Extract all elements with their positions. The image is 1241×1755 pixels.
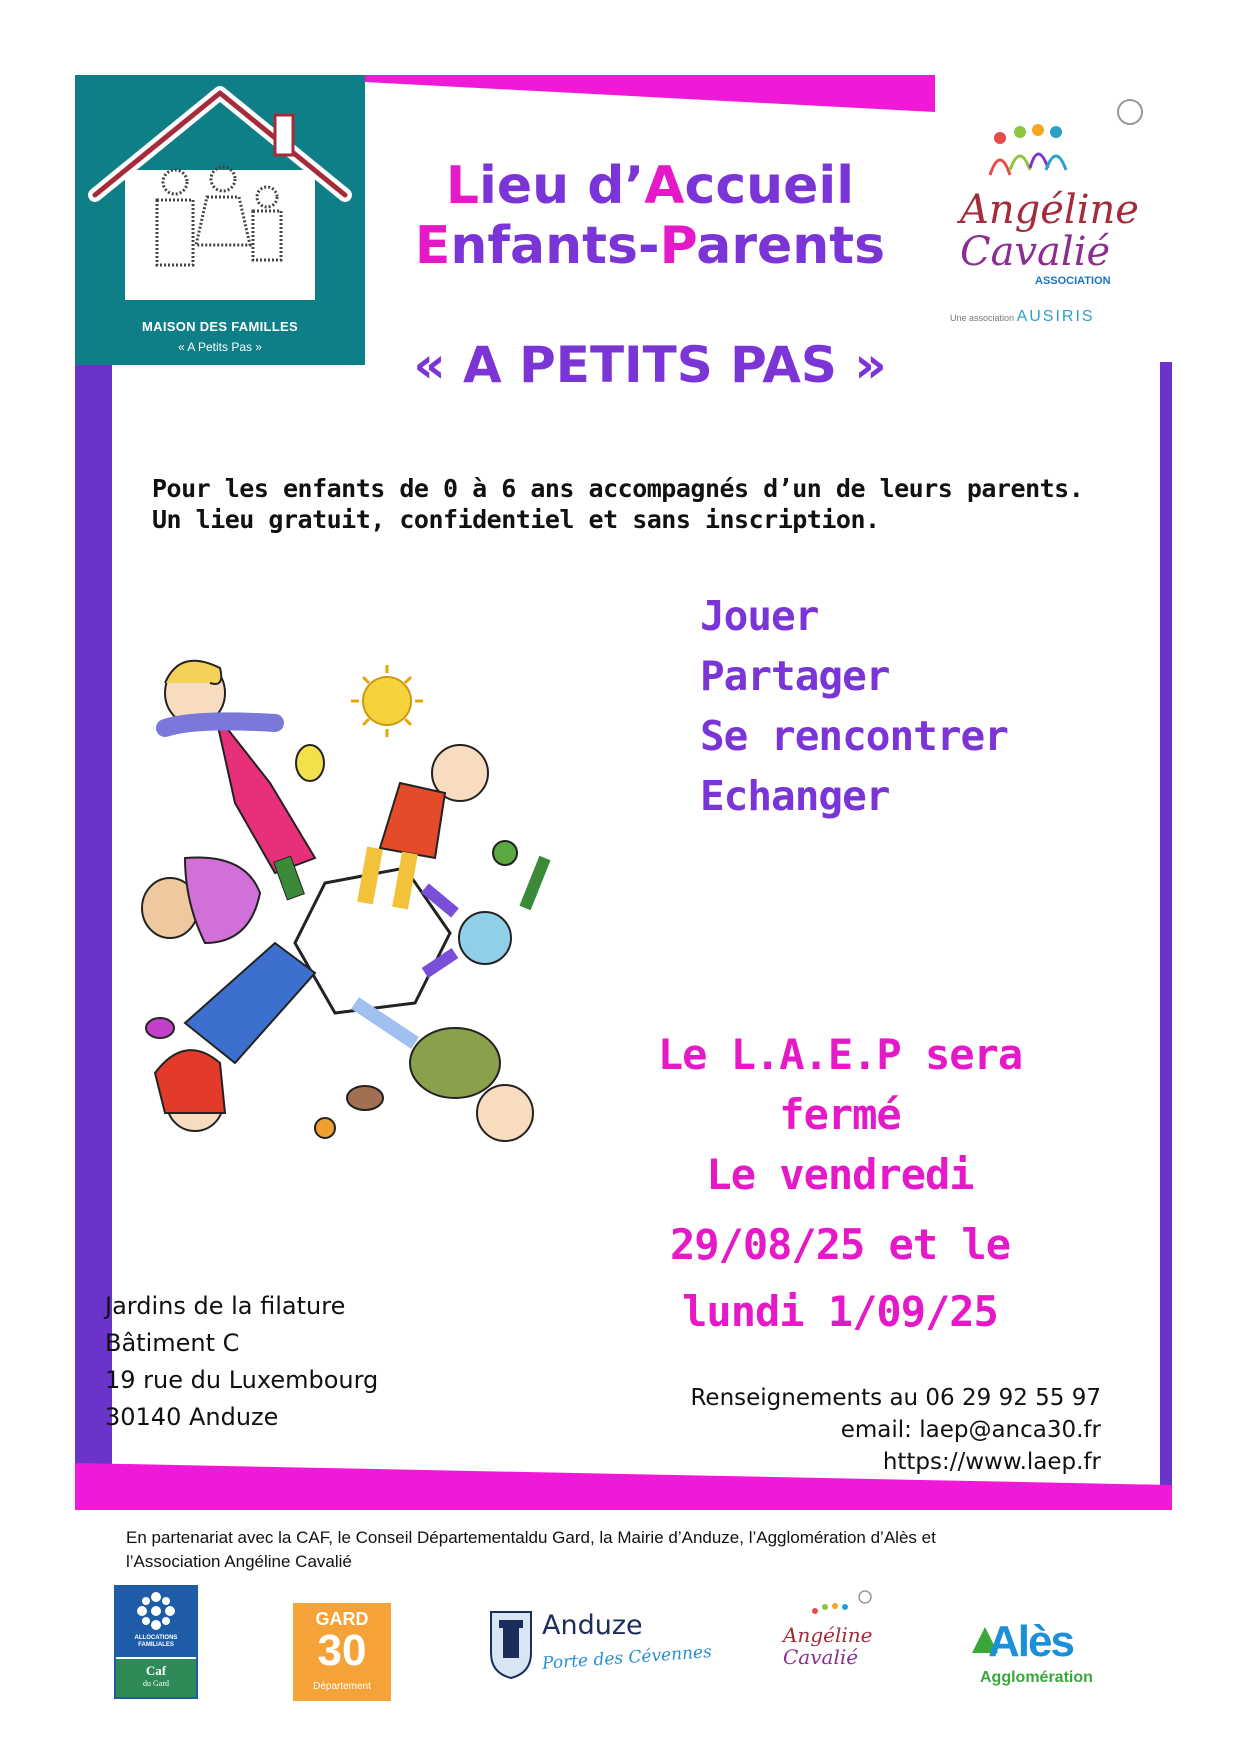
angeline-cavalie-small-logo: [775, 1585, 895, 1695]
partnership-line-1: En partenariat avec la CAF, le Conseil Départementaldu Gard, la Mairie d’Anduze, l’Agglomération d’Alès et: [126, 1528, 936, 1547]
children-circle-illustration: [125, 643, 585, 1238]
contact-email[interactable]: email: laep@anca30.fr: [840, 1417, 1101, 1443]
address-line: 19 rue du Luxembourg: [105, 1366, 379, 1394]
closure-notice-line: Le L.A.E.P sera: [657, 1030, 1023, 1079]
anduze-logo-tagline: Porte des Cévennes: [541, 1642, 713, 1674]
title-line-2: [380, 216, 920, 276]
title-initial: L: [445, 156, 480, 216]
closure-notice-line: fermé: [779, 1090, 901, 1139]
title-initial: P: [659, 216, 697, 276]
address-line: Bâtiment C: [105, 1329, 240, 1357]
partnership-line-2: l’Association Angéline Cavalié: [126, 1552, 352, 1571]
ausiris-name: AUSIRIS: [1016, 308, 1095, 325]
closure-notice-line: Le vendredi: [706, 1150, 974, 1199]
house-family-icon: [75, 75, 365, 315]
caf-emblem-icon: [116, 1587, 196, 1635]
angeline-small-name-1: Angéline: [783, 1623, 873, 1647]
caf-logo-text: [116, 1635, 196, 1648]
gard-logo-name: GARD: [315, 1609, 369, 1629]
maison-logo-caption: MAISON DES FAMILLES: [142, 319, 298, 334]
activity-item: Jouer: [700, 592, 819, 640]
people-arch-icon: [775, 1585, 895, 1625]
angeline-logo-name-2: Cavalié: [960, 229, 1111, 275]
ausiris-tagline: [950, 308, 1095, 326]
address-line: 30140 Anduze: [105, 1403, 279, 1431]
anduze-logo-name: Anduze: [542, 1610, 643, 1641]
anduze-crest-icon: [487, 1608, 535, 1680]
ales-agglomeration-logo: [970, 1617, 1115, 1697]
caf-logo-line2: FAMILIALES: [138, 1641, 174, 1648]
title-initial: E: [414, 216, 451, 276]
anduze-logo: [487, 1608, 717, 1683]
address-line: Jardins de la filature: [105, 1292, 346, 1320]
contact-website[interactable]: https://www.laep.fr: [882, 1449, 1101, 1475]
angeline-logo-name-1: Angéline: [960, 187, 1139, 233]
ales-logo-name: Alès: [988, 1617, 1073, 1666]
caf-logo-top: [116, 1587, 196, 1657]
title-fragment: ieu d’: [479, 156, 645, 216]
closure-notice-line: 29/08/25 et le: [669, 1220, 1010, 1269]
angeline-small-name-2: Cavalié: [783, 1645, 859, 1669]
activity-item: Echanger: [700, 772, 890, 820]
contact-phone: Renseignements au 06 29 92 55 97: [690, 1385, 1101, 1411]
gard-30-logo: [293, 1603, 391, 1701]
title-fragment: ccueil: [684, 156, 855, 216]
activity-item: Partager: [700, 652, 890, 700]
ausiris-prefix: Une association: [950, 313, 1015, 323]
ales-logo-agglomeration: Agglomération: [980, 1669, 1093, 1686]
people-arch-icon: [930, 90, 1150, 190]
caf-logo: [114, 1585, 198, 1699]
caf-logo-gard: du Gard: [143, 1679, 169, 1688]
caf-logo-bottom: [116, 1659, 196, 1697]
closure-notice-line: lundi 1/09/25: [682, 1287, 998, 1336]
caf-logo-line1: ALLOCATIONS: [134, 1635, 178, 1641]
gard-logo-departement: Département: [313, 1681, 371, 1692]
page-subtitle: « A PETITS PAS »: [413, 336, 887, 394]
frame-right-purple-band: [1160, 362, 1172, 1510]
title-initial: A: [644, 156, 685, 216]
intro-line-2: Un lieu gratuit, confidentiel et sans inscription.: [152, 505, 880, 534]
intro-line-1: Pour les enfants de 0 à 6 ans accompagnés d’un de leurs parents.: [152, 474, 1084, 503]
maison-logo-subcaption: « A Petits Pas »: [177, 340, 263, 354]
activity-item: Se rencontrer: [700, 712, 1008, 760]
angeline-cavalie-logo: [930, 90, 1150, 350]
caf-logo-name: Caf: [145, 1663, 167, 1678]
title-fragment: arents: [696, 216, 886, 276]
angeline-logo-association: ASSOCIATION: [1035, 275, 1111, 287]
maison-des-familles-logo: [75, 75, 365, 365]
gard-logo-number: 30: [317, 1626, 367, 1675]
title-fragment: nfants-: [450, 216, 660, 276]
title-line-1: [380, 156, 920, 216]
frame-top-pink-band: [365, 75, 935, 112]
